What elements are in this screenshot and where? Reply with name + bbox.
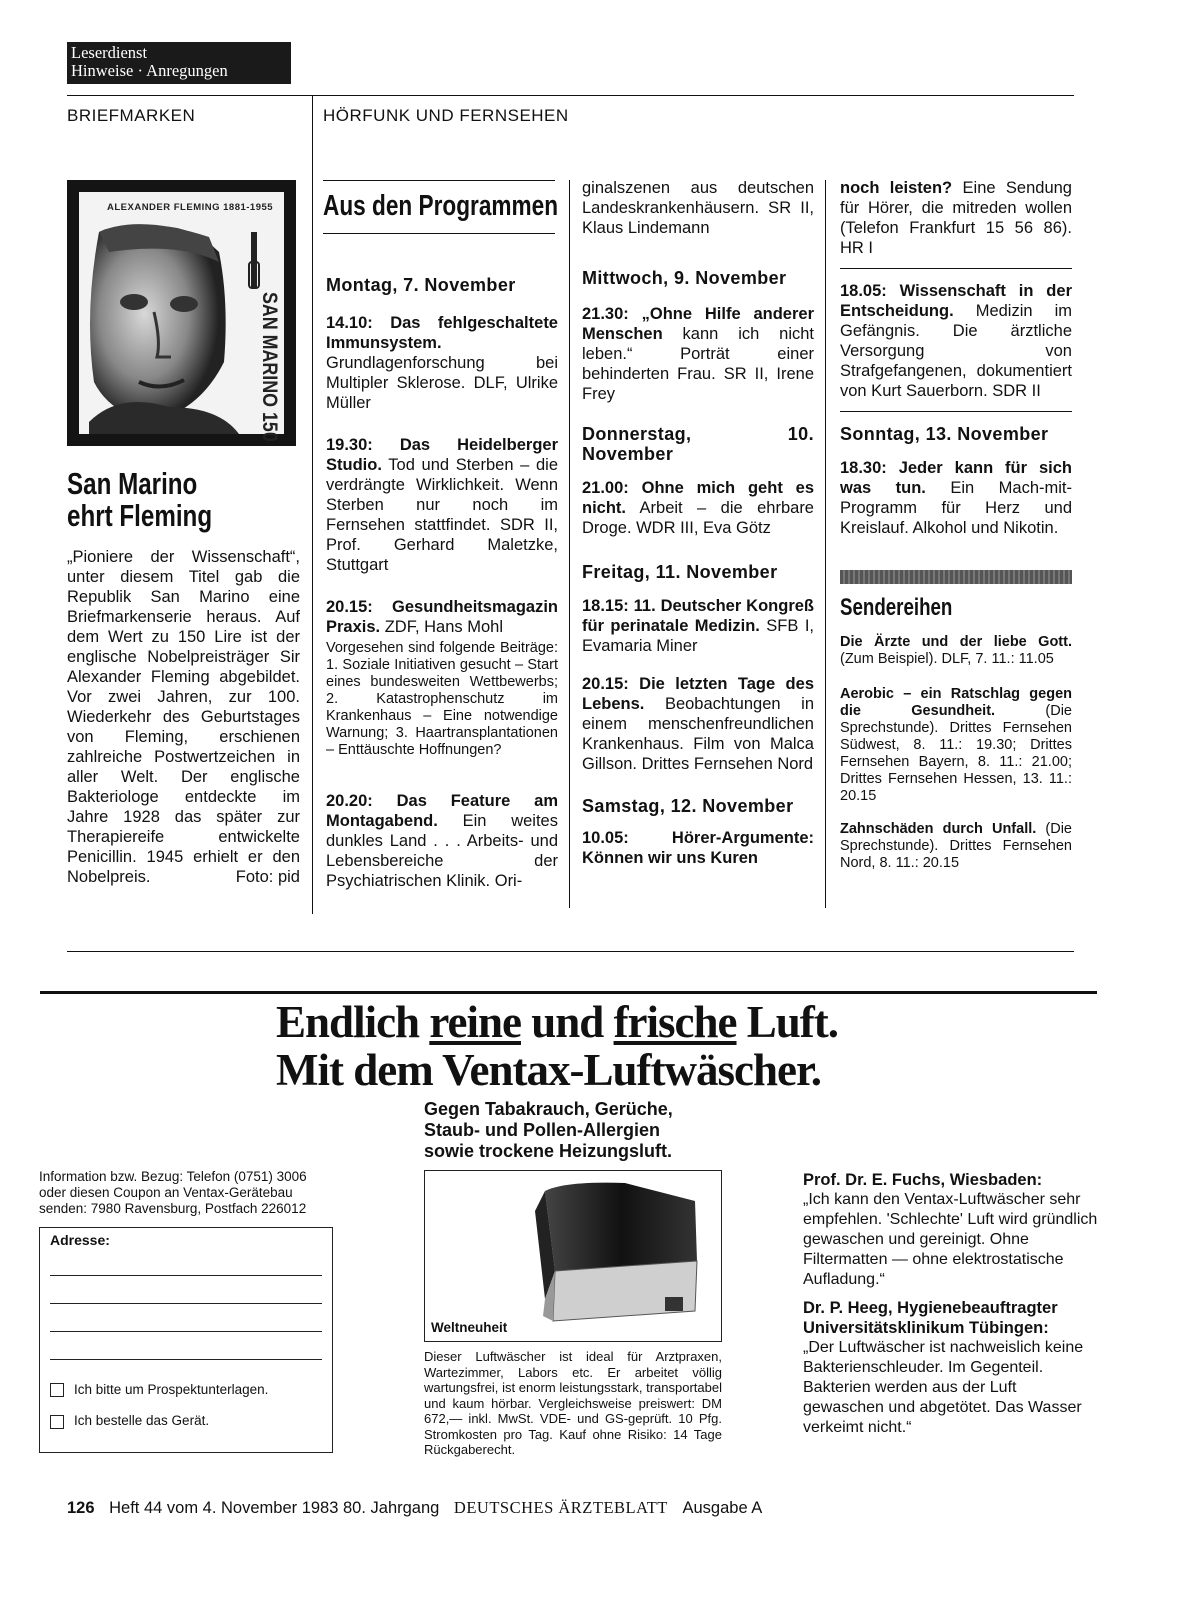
leserdienst-box <box>67 42 291 84</box>
top-rule <box>67 95 1074 96</box>
edition: Ausgabe A <box>682 1499 763 1517</box>
product-description: Dieser Luftwäscher ist ideal für Arztpraxen, Wartezimmer, Labors etc. Er arbeitet völlig wartungsfrei, ist enorm leistungsstark, transportabel und kaum hörbar. Vergleichsweise preiswert: DM 672,— inkl. MwSt. VDE- und GS-geprüft. 10 Pfg. Stromkosten pro Tag. Kauf ohne Risiko: 14 Tage Rückgaberecht. <box>424 1349 722 1457</box>
article-headline-2: ehrt Fleming <box>67 498 213 533</box>
address-line-3[interactable] <box>50 1304 322 1332</box>
day-samstag: Samstag, 12. November <box>582 796 794 816</box>
programs-col-2 <box>582 178 814 868</box>
section-bottom-rule <box>67 951 1074 952</box>
entry-cont-3: noch leisten? Eine Sendung für Hörer, die mitreden wollen (Telefon Frankfurt 15 56 86). HR I <box>840 179 1072 257</box>
quotes <box>803 1170 1099 1438</box>
series-1: Die Ärzte und der liebe Gott. (Zum Beispiel). DLF, 7. 11.: 11.05 <box>840 634 1072 667</box>
stamp-side-text: SAN MARINO 150 <box>258 292 281 442</box>
entry-1830: 18.30: Jeder kann für sich was tun. Ein Mach-mit-Programm für Herz und Kreislauf. Alkohol und Nikotin. <box>840 459 1072 537</box>
day-sonntag: Sonntag, 13. November <box>840 424 1049 444</box>
article-credit: Foto: pid <box>235 868 300 886</box>
entry-2015: 20.15: Gesundheitsmagazin Praxis. ZDF, Hans Mohl <box>326 598 558 636</box>
entry-2130: 21.30: „Ohne Hilfe anderer Menschen kann ich nicht leben.“ Porträt einer behinderten Frau. SR II, Irene Frey <box>582 305 814 403</box>
product-box <box>424 1170 722 1342</box>
day-mittwoch: Mittwoch, 9. November <box>582 268 787 288</box>
issue: Heft 44 vom 4. November 1983 80. Jahrgang <box>109 1499 440 1517</box>
col3-rule <box>840 268 1072 269</box>
entry-1410: 14.10: Das fehlgeschaltete Immunsystem. Grundlagenforschung bei Multipler Sklerose. DLF, Ulrike Müller <box>326 314 558 412</box>
coupon-box[interactable] <box>39 1227 333 1453</box>
address-line-4[interactable] <box>50 1332 322 1360</box>
divider-3 <box>825 180 826 908</box>
header-line-1: Leserdienst <box>71 43 148 62</box>
article-body <box>67 547 300 887</box>
ad-headline-2: Mit dem Ventax-Luftwäscher. <box>276 1045 822 1095</box>
quote-1-author: Prof. Dr. E. Fuchs, Wiesbaden: <box>803 1171 1043 1189</box>
entry-1930: 19.30: Das Heidelberger Studio. Tod und Sterben – die verdrängte Wirklichkeit. Wenn Sterben nur noch im Fernsehen stattfindet. SDR II, Prof. Gerhard Maletzke, Stuttgart <box>326 436 558 574</box>
quote-2-text: „Der Luftwäscher ist nachweislich keine Bakterienschleuder. Im Gegenteil. Bakterien werden aus der Luft gewaschen und abgetötet. Das Wasser verkeimt nicht.“ <box>803 1339 1084 1436</box>
article-text: „Pioniere der Wissenschaft“, unter diesem Titel gab die Republik San Marino eine Briefmarkenserie heraus. Auf dem Wert zu 150 Lire ist der englische Nobelpreisträger Sir Alexander Fleming abgebildet. Vor zwei Jahren, zur 100. Wiederkehr des Geburtstages von Fleming, erschienen zahlreiche Postwertzeichen in aller Welt. Der englische Bakteriologe entdeckte im Jahre 1928 das später zur Therapiereife entwickelte Penicillin. 1945 erhielt er den Nobelpreis. <box>67 548 300 886</box>
stamp-top-text: ALEXANDER FLEMING 1881-1955 <box>107 202 274 213</box>
check-bestellen[interactable]: Ich bestelle das Gerät. <box>50 1413 322 1428</box>
series-title: Sendereihen <box>840 594 953 621</box>
checkbox-bestellen[interactable] <box>50 1415 64 1429</box>
entry-1805: 18.05: Wissenschaft in der Entscheidung. Medizin im Gefängnis. Die ärztliche Versorgung von Strafgefangenen, dokumentiert von Kurt Sauerborn. SDR II <box>840 282 1072 400</box>
address-label: Adresse: <box>50 1232 110 1248</box>
section-hoerfunk: HÖRFUNK UND FERNSEHEN <box>323 106 569 125</box>
title-rule-top <box>323 180 555 181</box>
programs-title: Aus den Programmen <box>323 190 559 222</box>
check-prospekt[interactable]: Ich bitte um Prospektunterlagen. <box>50 1382 322 1397</box>
series-bar <box>840 570 1072 584</box>
programs-col-3 <box>840 178 1072 872</box>
entry-1005: 10.05: Hörer-Argumente: Können wir uns Kuren <box>582 829 814 867</box>
quote-1-text: „Ich kann den Ventax-Luftwäscher sehr empfehlen. 'Schlechte' Luft wird gründlich gewaschen und gereinigt. Ohne Filtermatten — ohne elektrostatische Aufladung.“ <box>803 1191 1098 1288</box>
entry-cont: ginalszenen aus deutschen Landeskrankenhäusern. SR II, Klaus Lindemann <box>582 179 814 237</box>
programs-col-1 <box>326 275 558 891</box>
product-label: Weltneuheit <box>431 1320 508 1335</box>
stamp-image <box>67 180 296 446</box>
article-headline-1: San Marino <box>67 466 198 501</box>
divider-2 <box>569 180 570 908</box>
entry-2015b: 20.15: Die letzten Tage des Lebens. Beobachtungen in einem menschenfreundlichen Krankenhaus. Film von Malca Gillson. Drittes Fernsehen Nord <box>582 675 814 773</box>
col3-rule-2 <box>840 411 1072 412</box>
ad-subtitle: Gegen Tabakrauch, Gerüche, Staub- und Pollen-Allergien sowie trockene Heizungsluft. <box>424 1099 673 1161</box>
entry-2015-details: Vorgesehen sind folgende Beiträge: 1. Soziale Initiativen gesucht – Start eines bundesweiten Wettbewerbs; 2. Katastrophenschutz im Krankenhaus – Eine notwendige Warnung; 3. Haartransplantationen – Enttäuschte Hoffnungen? <box>326 640 558 758</box>
address-line-2[interactable] <box>50 1276 322 1304</box>
title-rule-bottom <box>323 233 555 234</box>
quote-2-author: Dr. P. Heeg, Hygienebeauftragter Universitätsklinikum Tübingen: <box>803 1299 1058 1337</box>
series-2: Aerobic – ein Ratschlag gegen die Gesundheit. (Die Sprechstunde). Drittes Fernsehen Südwest, 8. 11.: 19.30; Drittes Fernsehen Bayern, 8. 11.: 21.00; Drittes Fernsehen Hessen, 13. 11.: 20.15 <box>840 686 1072 804</box>
page-number: 126 <box>67 1499 95 1517</box>
ad-headline-1: Endlich reine und frische Luft. <box>276 997 839 1047</box>
checkbox-prospekt[interactable] <box>50 1383 64 1397</box>
section-briefmarken: BRIEFMARKEN <box>67 106 196 125</box>
air-washer-image <box>425 1171 721 1341</box>
entry-2100: 21.00: Ohne mich geht es nicht. Arbeit – die ehrbare Droge. WDR III, Eva Götz <box>582 479 814 537</box>
day-montag: Montag, 7. November <box>326 275 516 295</box>
fleming-portrait <box>79 192 284 434</box>
entry-1815: 18.15: 11. Deutscher Kongreß für perinatale Medizin. SFB I, Evamaria Miner <box>582 597 814 655</box>
series-3: Zahnschäden durch Unfall. (Die Sprechstunde). Drittes Fernsehen Nord, 8. 11.: 20.15 <box>840 821 1072 871</box>
address-line-1[interactable] <box>50 1248 322 1276</box>
entry-2020: 20.20: Das Feature am Montagabend. Ein weites dunkles Land . . . Arbeits- und Lebensbereiche der Psychiatrischen Klinik. Ori- <box>326 792 558 890</box>
journal-name: DEUTSCHES ÄRZTEBLATT <box>453 1498 668 1517</box>
header-line-2: Hinweise · Anregungen <box>71 61 228 80</box>
footer <box>67 1498 762 1518</box>
ad-info: Information bzw. Bezug: Telefon (0751) 3006 oder diesen Coupon an Ventax-Gerätebau senden: 7980 Ravensburg, Postfach 226012 <box>39 1169 307 1216</box>
divider-1 <box>312 96 313 914</box>
day-donnerstag: Donnerstag, 10. November <box>582 424 814 464</box>
ad-top-rule <box>40 991 1097 994</box>
day-freitag: Freitag, 11. November <box>582 562 778 582</box>
